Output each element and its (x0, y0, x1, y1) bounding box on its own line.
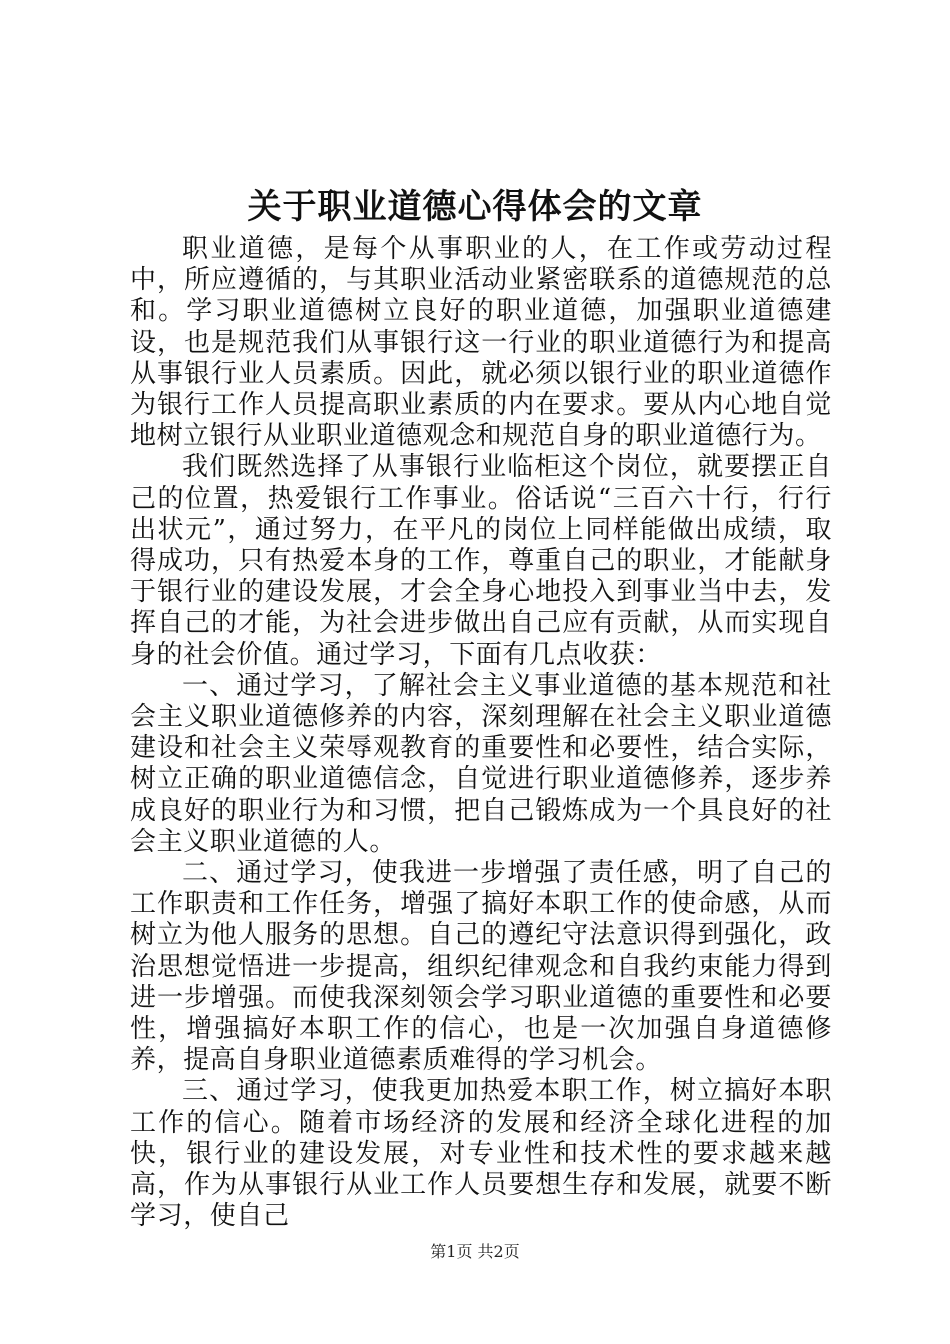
page-footer: 第1页 共2页 (430, 1242, 520, 1261)
paragraph-5: 三、通过学习，使我更加热爱本职工作，树立搞好本职工作的信心。随着市场经济的发展和经济全球化进程的加快，银行业的建设发展，对专业性和技术性的要求越来越高，作为从事银行从业工作人员要想生存和发展，就要不断学习，使自己 (130, 1076, 832, 1232)
paragraph-1: 职业道德，是每个从事职业的人，在工作或劳动过程中，所应遵循的，与其职业活动业紧密联系的道德规范的总和。学习职业道德树立良好的职业道德，加强职业道德建设，也是规范我们从事银行这一行业的职业道德行为和提高从事银行业人员素质。因此，就必须以银行业的职业道德作为银行工作人员提高职业素质的内在要求。要从内心地自觉地树立银行从业职业道德观念和规范自身的职业道德行为。 (130, 234, 832, 452)
paragraph-2: 我们既然选择了从事银行业临柜这个岗位，就要摆正自己的位置，热爱银行工作事业。俗话说“三百六十行，行行出状元”，通过努力，在平凡的岗位上同样能做出成绩，取得成功，只有热爱本身的工作，尊重自己的职业，才能献身于银行业的建设发展，才会全身心地投入到事业当中去，发挥自己的才能，为社会进步做出自己应有贡献，从而实现自身的社会价值。通过学习，下面有几点收获： (130, 452, 832, 670)
paragraph-3: 一、通过学习，了解社会主义事业道德的基本规范和社会主义职业道德修养的内容，深刻理解在社会主义职业道德建设和社会主义荣辱观教育的重要性和必要性，结合实际，树立正确的职业道德信念，自觉进行职业道德修养，逐步养成良好的职业行为和习惯，把自己锻炼成为一个具良好的社会主义职业道德的人。 (130, 670, 832, 857)
document-title: 关于职业道德心得体会的文章 (247, 187, 703, 227)
document-body (130, 234, 832, 1233)
paragraph-4: 二、通过学习，使我进一步增强了责任感，明了自己的工作职责和工作任务，增强了搞好本职工作的使命感，从而树立为他人服务的思想。自己的遵纪守法意识得到强化，政治思想觉悟进一步提高，组织纪律观念和自我约束能力得到进一步增强。而使我深刻领会学习职业道德的重要性和必要性，增强搞好本职工作的信心，也是一次加强自身道德修养，提高自身职业道德素质难得的学习机会。 (130, 858, 832, 1076)
